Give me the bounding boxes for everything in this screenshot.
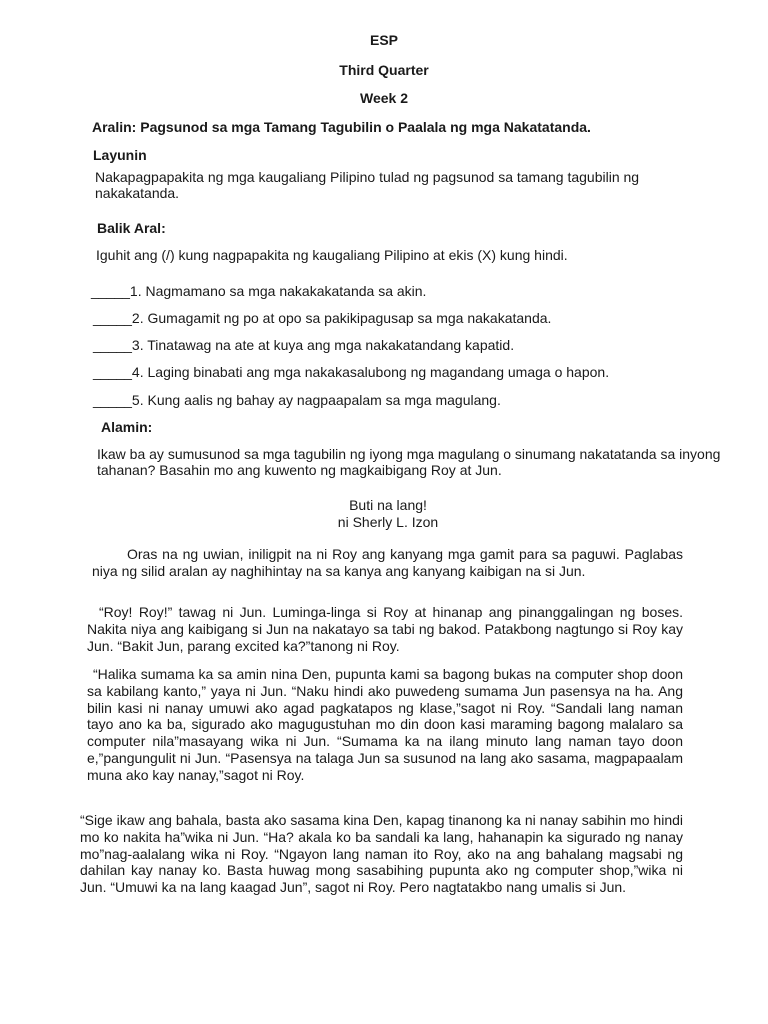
- story-paragraph: “Roy! Roy!” tawag ni Jun. Luminga-linga si Roy at hinanap ang pinanggalingan ng boses. Nakita niya ang kaibigang si Jun na nakatayo sa tabi ng bakod. Patakbong nagtungo si Roy kay Jun. “Bakit Jun, parang excited ka?”tanong ni Roy.: [87, 604, 683, 654]
- lesson-title: Aralin: Pagsunod sa mga Tamang Tagubilin o Paalala ng mga Nakatatanda.: [92, 119, 591, 135]
- subject-title: ESP: [369, 32, 398, 48]
- balik-aral-instruction: Iguhit ang (/) kung nagpapakita ng kaugaliang Pilipino at ekis (X) kung hindi.: [96, 247, 568, 263]
- layunin-text: Nakapagpapakita ng mga kaugaliang Pilipino tulad ng pagsunod sa tamang tagubilin ng nakakatanda.: [95, 169, 640, 201]
- alamin-text: Ikaw ba ay sumusunod sa mga tagubilin ng iyong mga magulang o sinumang nakatatanda sa inyong tahanan? Basahin mo ang kuwento ng magkaibigang Roy at Jun.: [97, 446, 721, 478]
- list-item: _____1. Nagmamano sa mga nakakakatanda sa akin.: [91, 283, 427, 299]
- story-paragraph: “Sige ikaw ang bahala, basta ako sasama kina Den, kapag tinanong ka ni nanay sabihin mo hindi mo ko nakita ha”wika ni Jun. “Ha? akala ko ba sandali ka lang, hahanapin ka sigurado ng nanay mo”nag-aalalang wika ni Roy. “Ngayon lang naman ito Roy, ako na ang bahalang magsabi ng dahilan kay nanay ko. Basta huwag mong sasabihing pupunta ako ng computer shop,”wika ni Jun. “Umuwi ka na lang kaagad Jun”, sagot ni Roy. Pero nagtatakbo nang umalis si Jun.: [80, 812, 683, 896]
- story-paragraph: “Halika sumama ka sa amin nina Den, pupunta kami sa bagong bukas na computer shop doon sa kabilang kanto,” yaya ni Jun. “Naku hindi ako puwedeng sumama Jun pasensya na ha. Ang bilin kasi ni nanay umuwi ako agad pagkatapos ng klase,”sagot ni Roy. “Sandali lang naman tayo ano ka ba, sigurado ako magugustuhan mo din doon kasi maraming bagong malalaro sa computer nila”masayang wika ni Jun. “Sumama ka na ilang minuto lang naman tayo doon e,”pangungulit ni Jun. “Pasensya na talaga Jun sa susunod na lang ako sasama, magpapaalam muna ako kay nanay,”sagot ni Roy.: [87, 666, 683, 783]
- list-item: _____4. Laging binabati ang mga nakakasalubong ng magandang umaga o hapon.: [93, 364, 610, 380]
- layunin-heading: Layunin: [93, 147, 147, 163]
- quarter-title: Third Quarter: [339, 62, 429, 78]
- story-author: ni Sherly L. Izon: [337, 514, 439, 530]
- story-paragraph: Oras na ng uwian, iniligpit na ni Roy ang kanyang mga gamit para sa paguwi. Paglabas niya ng silid aralan ay naghihintay na sa kanya ang kanyang kaibigan na si Jun.: [92, 546, 683, 579]
- story-title: Buti na lang!: [349, 497, 427, 513]
- balik-aral-heading: Balik Aral:: [97, 220, 166, 236]
- list-item: _____2. Gumagamit ng po at opo sa pakikipagusap sa mga nakakatanda.: [93, 310, 552, 326]
- list-item: _____5. Kung aalis ng bahay ay nagpaapalam sa mga magulang.: [93, 392, 501, 408]
- list-item: _____3. Tinatawag na ate at kuya ang mga nakakatandang kapatid.: [93, 337, 515, 353]
- alamin-heading: Alamin:: [101, 419, 153, 435]
- week-title: Week 2: [360, 90, 408, 106]
